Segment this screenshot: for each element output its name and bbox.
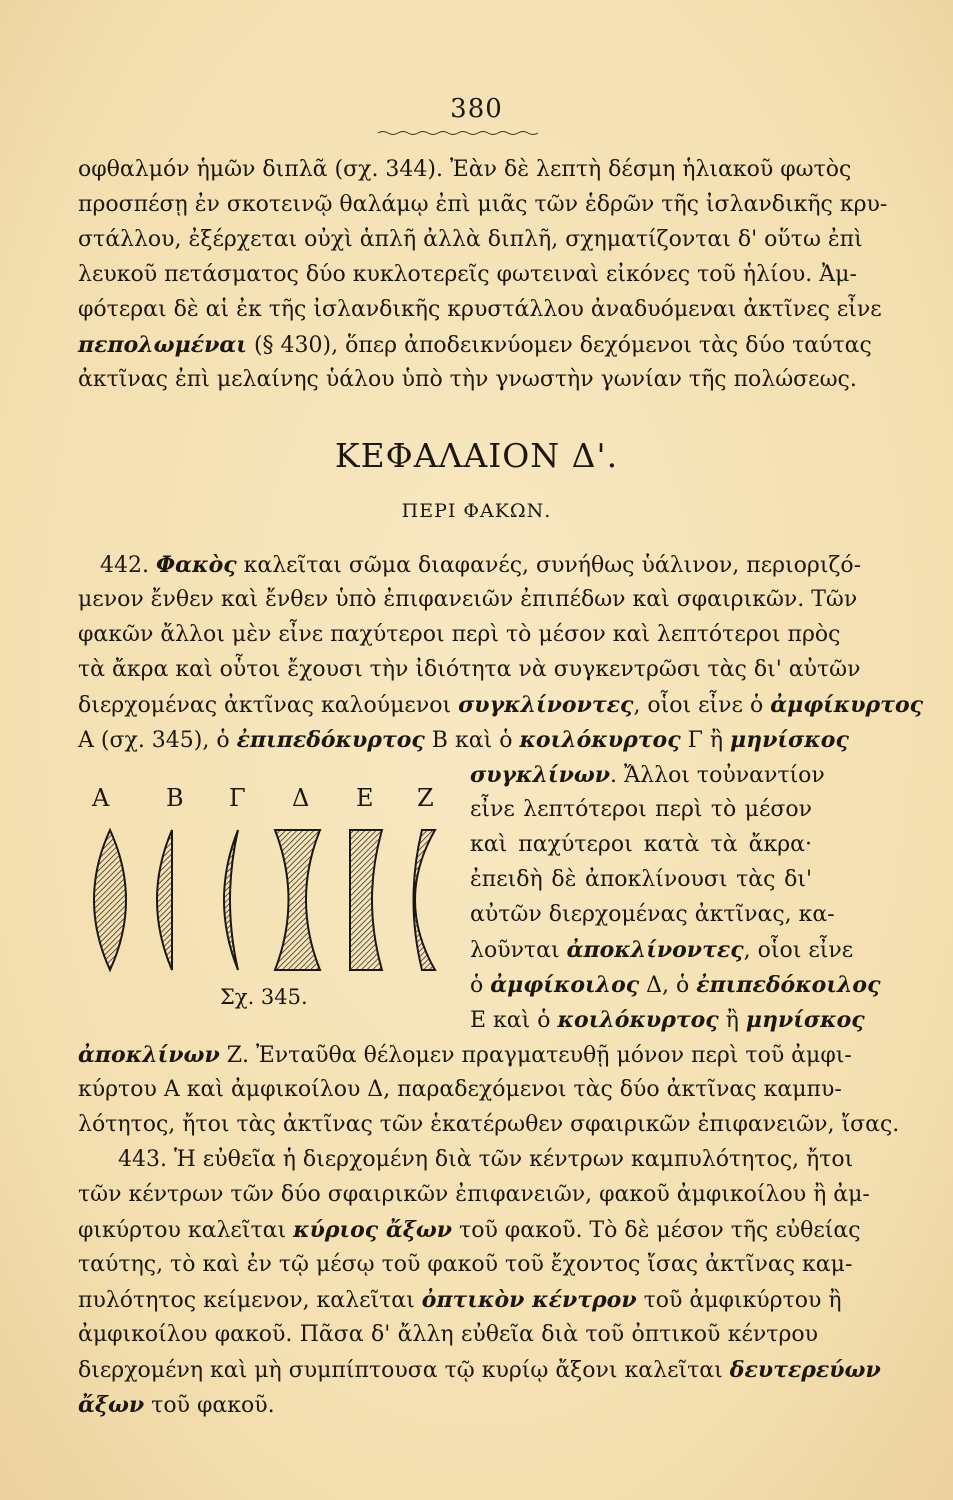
text-line: φακῶν ἄλλοι μὲν εἶνε παχύτεροι περὶ τὸ μέσον καὶ λεπτότεροι πρὸς: [78, 622, 841, 647]
text-line: φότεραι δὲ αἱ ἐκ τῆς ἰσλανδικῆς κρυστάλλου ἀναδυόμεναι ἀκτῖνες εἶνε: [78, 297, 882, 322]
text-line: ὁ ἀμφίκοιλος Δ, ὁ ἐπιπεδόκοιλος: [470, 972, 881, 998]
lens-planoconvex: [157, 830, 172, 970]
text-line: ἀμφικοίλου φακοῦ. Πᾶσα δ' ἄλλη εὐθεῖα διὰ τοῦ ὀπτικοῦ κέντρου: [78, 1322, 818, 1347]
text-line: πυλότητος κείμενον, καλεῖται ὀπτικὸν κέντρον τοῦ ἀμφικύρτου ἢ: [78, 1287, 842, 1313]
label-D: Δ: [292, 784, 310, 812]
text-line: Ε καὶ ὁ κοιλόκυρτος ἢ μηνίσκος: [470, 1007, 865, 1033]
text-line: λότητος, ἤτοι τὰς ἀκτῖνας τῶν ἑκατέρωθεν σφαιρικῶν ἐπιφανειῶν, ἴσας.: [78, 1112, 900, 1137]
term-biconvex: ἀμφίκυρτος: [770, 692, 924, 718]
term-biconcave: ἀμφίκοιλος: [490, 972, 640, 998]
lens-biconcave: [275, 830, 320, 970]
term-polarized: πεπολωμέναι: [78, 332, 247, 358]
label-Z: Ζ: [417, 784, 434, 812]
text-line: ἀκτῖνας ἐπὶ μελαίνης ὑάλου ὑπὸ τὴν γνωστὴν γωνίαν τῆς πολώσεως.: [78, 367, 857, 392]
term-concavoconvex: κοιλόκυρτος: [519, 727, 681, 753]
text-line: τῶν κέντρων τῶν δύο σφαιρικῶν ἐπιφανειῶν, φακοῦ ἀμφικοίλου ἢ ἀμ-: [78, 1182, 870, 1207]
lens-figure: [70, 825, 450, 975]
text-line: τὰ ἄκρα καὶ οὗτοι ἔχουσι τὴν ἰδιότητα νὰ συγκεντρῶσι τὰς δι' αὐτῶν: [78, 657, 861, 682]
text-line: ἀποκλίνων Ζ. Ἐνταῦθα θέλομεν πραγματευθῇ μόνον περὶ τοῦ ἀμφι-: [78, 1042, 852, 1068]
chapter-heading: ΚΕΦΑΛΑΙΟΝ Δ'.: [334, 436, 619, 475]
lens-biconvex: [94, 830, 126, 970]
term-lens: Φακὸς: [155, 552, 237, 578]
text-line: κύρτου Α καὶ ἀμφικοίλου Δ, παραδεχόμενοι τὰς δύο ἀκτῖνας καμπυ-: [78, 1077, 842, 1102]
label-E: Ε: [356, 784, 374, 812]
text-line: 442. Φακὸς καλεῖται σῶμα διαφανές, συνήθως ὑάλινον, περιοριζό-: [100, 552, 862, 578]
text-line: στάλλου, ἐξέρχεται οὐχὶ ἁπλῆ ἀλλὰ διπλῆ, σχηματίζονται δ' οὕτω ἐπὶ: [78, 227, 863, 252]
term-diverging-meniscus: ἀποκλίνων: [78, 1042, 220, 1068]
figure-caption: Σχ. 345.: [220, 985, 308, 1009]
decorative-rule: [378, 130, 538, 136]
text-line: αὐτῶν διερχομένας ἀκτῖνας, κα-: [470, 902, 835, 927]
text-line: φικύρτου καλεῖται κύριος ἄξων τοῦ φακοῦ. Τὸ δὲ μέσον τῆς εὐθείας: [78, 1217, 861, 1243]
text-line: διερχομένας ἀκτῖνας καλούμενοι συγκλίνοντες, οἷοι εἶνε ὁ ἀμφίκυρτος: [78, 692, 924, 718]
term-planoconvex: ἐπιπεδόκυρτος: [236, 727, 425, 753]
label-B: Β: [166, 784, 184, 812]
term-meniscus: μηνίσκος: [730, 727, 849, 753]
section-heading: ΠΕΡΙ ΦΑΚΩΝ.: [401, 500, 552, 522]
text-line: λευκοῦ πετάσματος δύο κυκλοτερεῖς φωτειναὶ εἰκόνες τοῦ ἡλίου. Ἀμ-: [78, 262, 857, 287]
term-converging-meniscus: συγκλίνων: [470, 762, 611, 788]
term-convexoconcave: κοιλόκυρτος: [557, 1007, 719, 1033]
page-number: 380: [450, 94, 503, 124]
term-axis: ἄξων: [78, 1392, 145, 1418]
term-meniscus-2: μηνίσκος: [745, 1007, 865, 1033]
lens-planoconcave: [350, 830, 382, 970]
term-planoconcave: ἐπιπεδόκοιλος: [696, 972, 881, 998]
label-A: Α: [92, 784, 110, 812]
term-secondary: δευτερεύων: [729, 1357, 881, 1383]
text-line: 443. Ἡ εὐθεῖα ἡ διερχομένη διὰ τῶν κέντρων καμπυλότητος, ἤτοι: [118, 1147, 854, 1172]
text-line: μενον ἔνθεν καὶ ἔνθεν ὑπὸ ἐπιφανειῶν ἐπιπέδων καὶ σφαιρικῶν. Τῶν: [78, 587, 858, 612]
text-line: Α (σχ. 345), ὁ ἐπιπεδόκυρτος Β καὶ ὁ κοιλόκυρτος Γ ἢ μηνίσκος: [78, 727, 849, 753]
text-line: προσπέσῃ ἐν σκοτεινῷ θαλάμῳ ἐπὶ μιᾶς τῶν ἑδρῶν τῆς ἰσλανδικῆς κρυ-: [78, 192, 888, 217]
text-line: ταύτης, τὸ καὶ ἐν τῷ μέσῳ τοῦ φακοῦ τοῦ ἔχοντος ἴσας ἀκτῖνας καμ-: [78, 1252, 853, 1277]
text-line: ἄξων τοῦ φακοῦ.: [78, 1392, 275, 1418]
text-line: οφθαλμόν ἡμῶν διπλᾶ (σχ. 344). Ἐὰν δὲ λεπτὴ δέσμη ἡλιακοῦ φωτὸς: [78, 157, 852, 182]
lens-diverging-meniscus: [414, 830, 436, 970]
text-line: εἶνε λεπτότεροι περὶ τὸ μέσον: [470, 797, 812, 822]
text-line: ἐπειδὴ δὲ ἀποκλίνουσι τὰς δι': [470, 867, 812, 892]
text-line: καὶ παχύτεροι κατὰ τὰ ἄκρα·: [470, 832, 812, 857]
term-converging: συγκλίνοντες: [458, 692, 634, 718]
paragraph-number: 443.: [118, 1147, 167, 1172]
paragraph-number: 442.: [100, 553, 149, 578]
lens-converging-meniscus: [224, 830, 238, 970]
text-line: συγκλίνων. Ἄλλοι τοὐναντίον: [470, 762, 825, 788]
term-optical-center: ὀπτικὸν κέντρον: [421, 1287, 637, 1313]
text-line: πεπολωμέναι (§ 430), ὅπερ ἀποδεικνύομεν δεχόμενοι τὰς δύο ταύτας: [78, 332, 872, 358]
text-line: λοῦνται ἀποκλίνοντες, οἷοι εἶνε: [470, 937, 854, 963]
term-principal-axis: κύριος ἄξων: [293, 1217, 453, 1243]
text-line: διερχομένη καὶ μὴ συμπίπτουσα τῷ κυρίῳ ἄξονι καλεῖται δευτερεύων: [78, 1357, 881, 1383]
label-G: Γ: [229, 784, 246, 812]
term-diverging: ἀποκλίνοντες: [566, 937, 744, 963]
